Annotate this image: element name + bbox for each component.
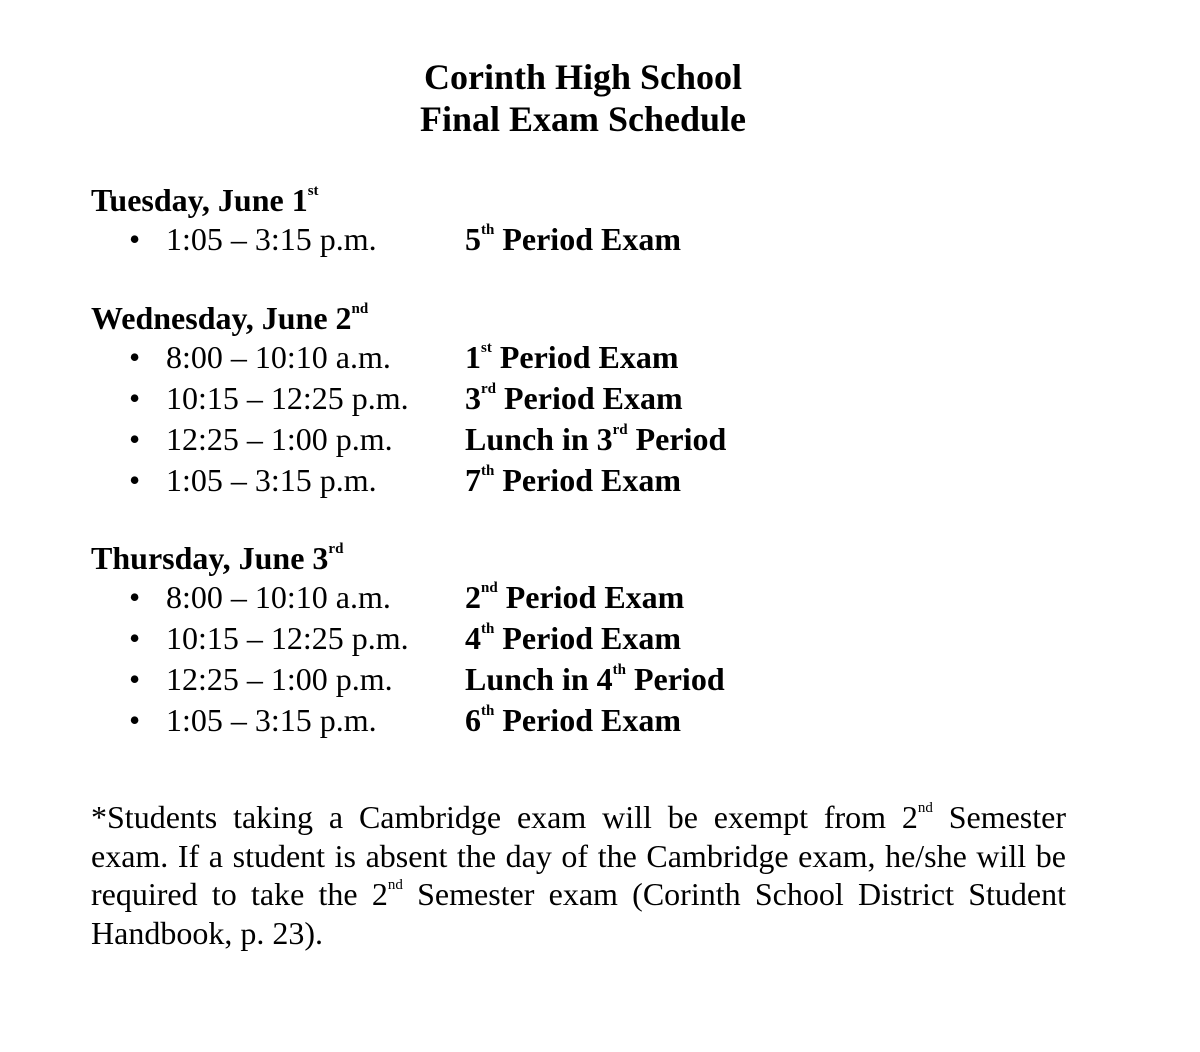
schedule-item <box>91 337 1091 378</box>
day-heading: Tuesday, June 1st <box>91 182 319 218</box>
day-heading: Thursday, June 3rd <box>91 540 344 576</box>
bullet-icon: • <box>129 221 141 257</box>
exam-period: 1st Period Exam <box>465 339 679 375</box>
schedule-item <box>91 577 1091 618</box>
exam-period: 6th Period Exam <box>465 702 681 738</box>
time-range: 1:05 – 3:15 p.m. <box>166 702 377 738</box>
schedule-item <box>91 378 1091 419</box>
schedule-item <box>91 219 1091 260</box>
lunch-period: Lunch in 3rd Period <box>465 421 727 457</box>
day-section-tuesday <box>91 181 1091 260</box>
time-range: 1:05 – 3:15 p.m. <box>166 462 377 498</box>
bullet-icon: • <box>129 579 141 615</box>
schedule-item <box>91 460 1091 501</box>
school-name: Corinth High School <box>423 57 743 97</box>
exam-period: 7th Period Exam <box>465 462 681 498</box>
bullet-icon: • <box>129 620 141 656</box>
bullet-icon: • <box>129 339 141 375</box>
cambridge-exemption-note: *Students taking a Cambridge exam will be exempt from 2nd Semester exam. If a student is absent the day of the Cambridge exam, he/she will be required to take the 2nd Semester exam (Corinth School District Student Handbook, p. 23). <box>91 799 1067 951</box>
time-range: 8:00 – 10:10 a.m. <box>166 339 391 375</box>
schedule-item <box>91 618 1091 659</box>
schedule-item <box>91 659 1091 700</box>
bullet-icon: • <box>129 462 141 498</box>
time-range: 12:25 – 1:00 p.m. <box>166 661 393 697</box>
schedule-item <box>91 700 1091 741</box>
exam-period: 4th Period Exam <box>465 620 681 656</box>
time-range: 12:25 – 1:00 p.m. <box>166 421 393 457</box>
document-title <box>0 56 1166 140</box>
time-range: 10:15 – 12:25 p.m. <box>166 380 409 416</box>
exam-period: 3rd Period Exam <box>465 380 683 416</box>
lunch-period: Lunch in 4th Period <box>465 661 725 697</box>
bullet-icon: • <box>129 702 141 738</box>
day-heading: Wednesday, June 2nd <box>91 300 369 336</box>
day-section-thursday <box>91 539 1091 741</box>
time-range: 1:05 – 3:15 p.m. <box>166 221 377 257</box>
bullet-icon: • <box>129 380 141 416</box>
exam-period: 5th Period Exam <box>465 221 681 257</box>
exam-period: 2nd Period Exam <box>465 579 685 615</box>
day-section-wednesday <box>91 299 1091 501</box>
schedule-item <box>91 419 1091 460</box>
time-range: 10:15 – 12:25 p.m. <box>166 620 409 656</box>
time-range: 8:00 – 10:10 a.m. <box>166 579 391 615</box>
bullet-icon: • <box>129 421 141 457</box>
schedule-title: Final Exam Schedule <box>419 99 747 139</box>
bullet-icon: • <box>129 661 141 697</box>
